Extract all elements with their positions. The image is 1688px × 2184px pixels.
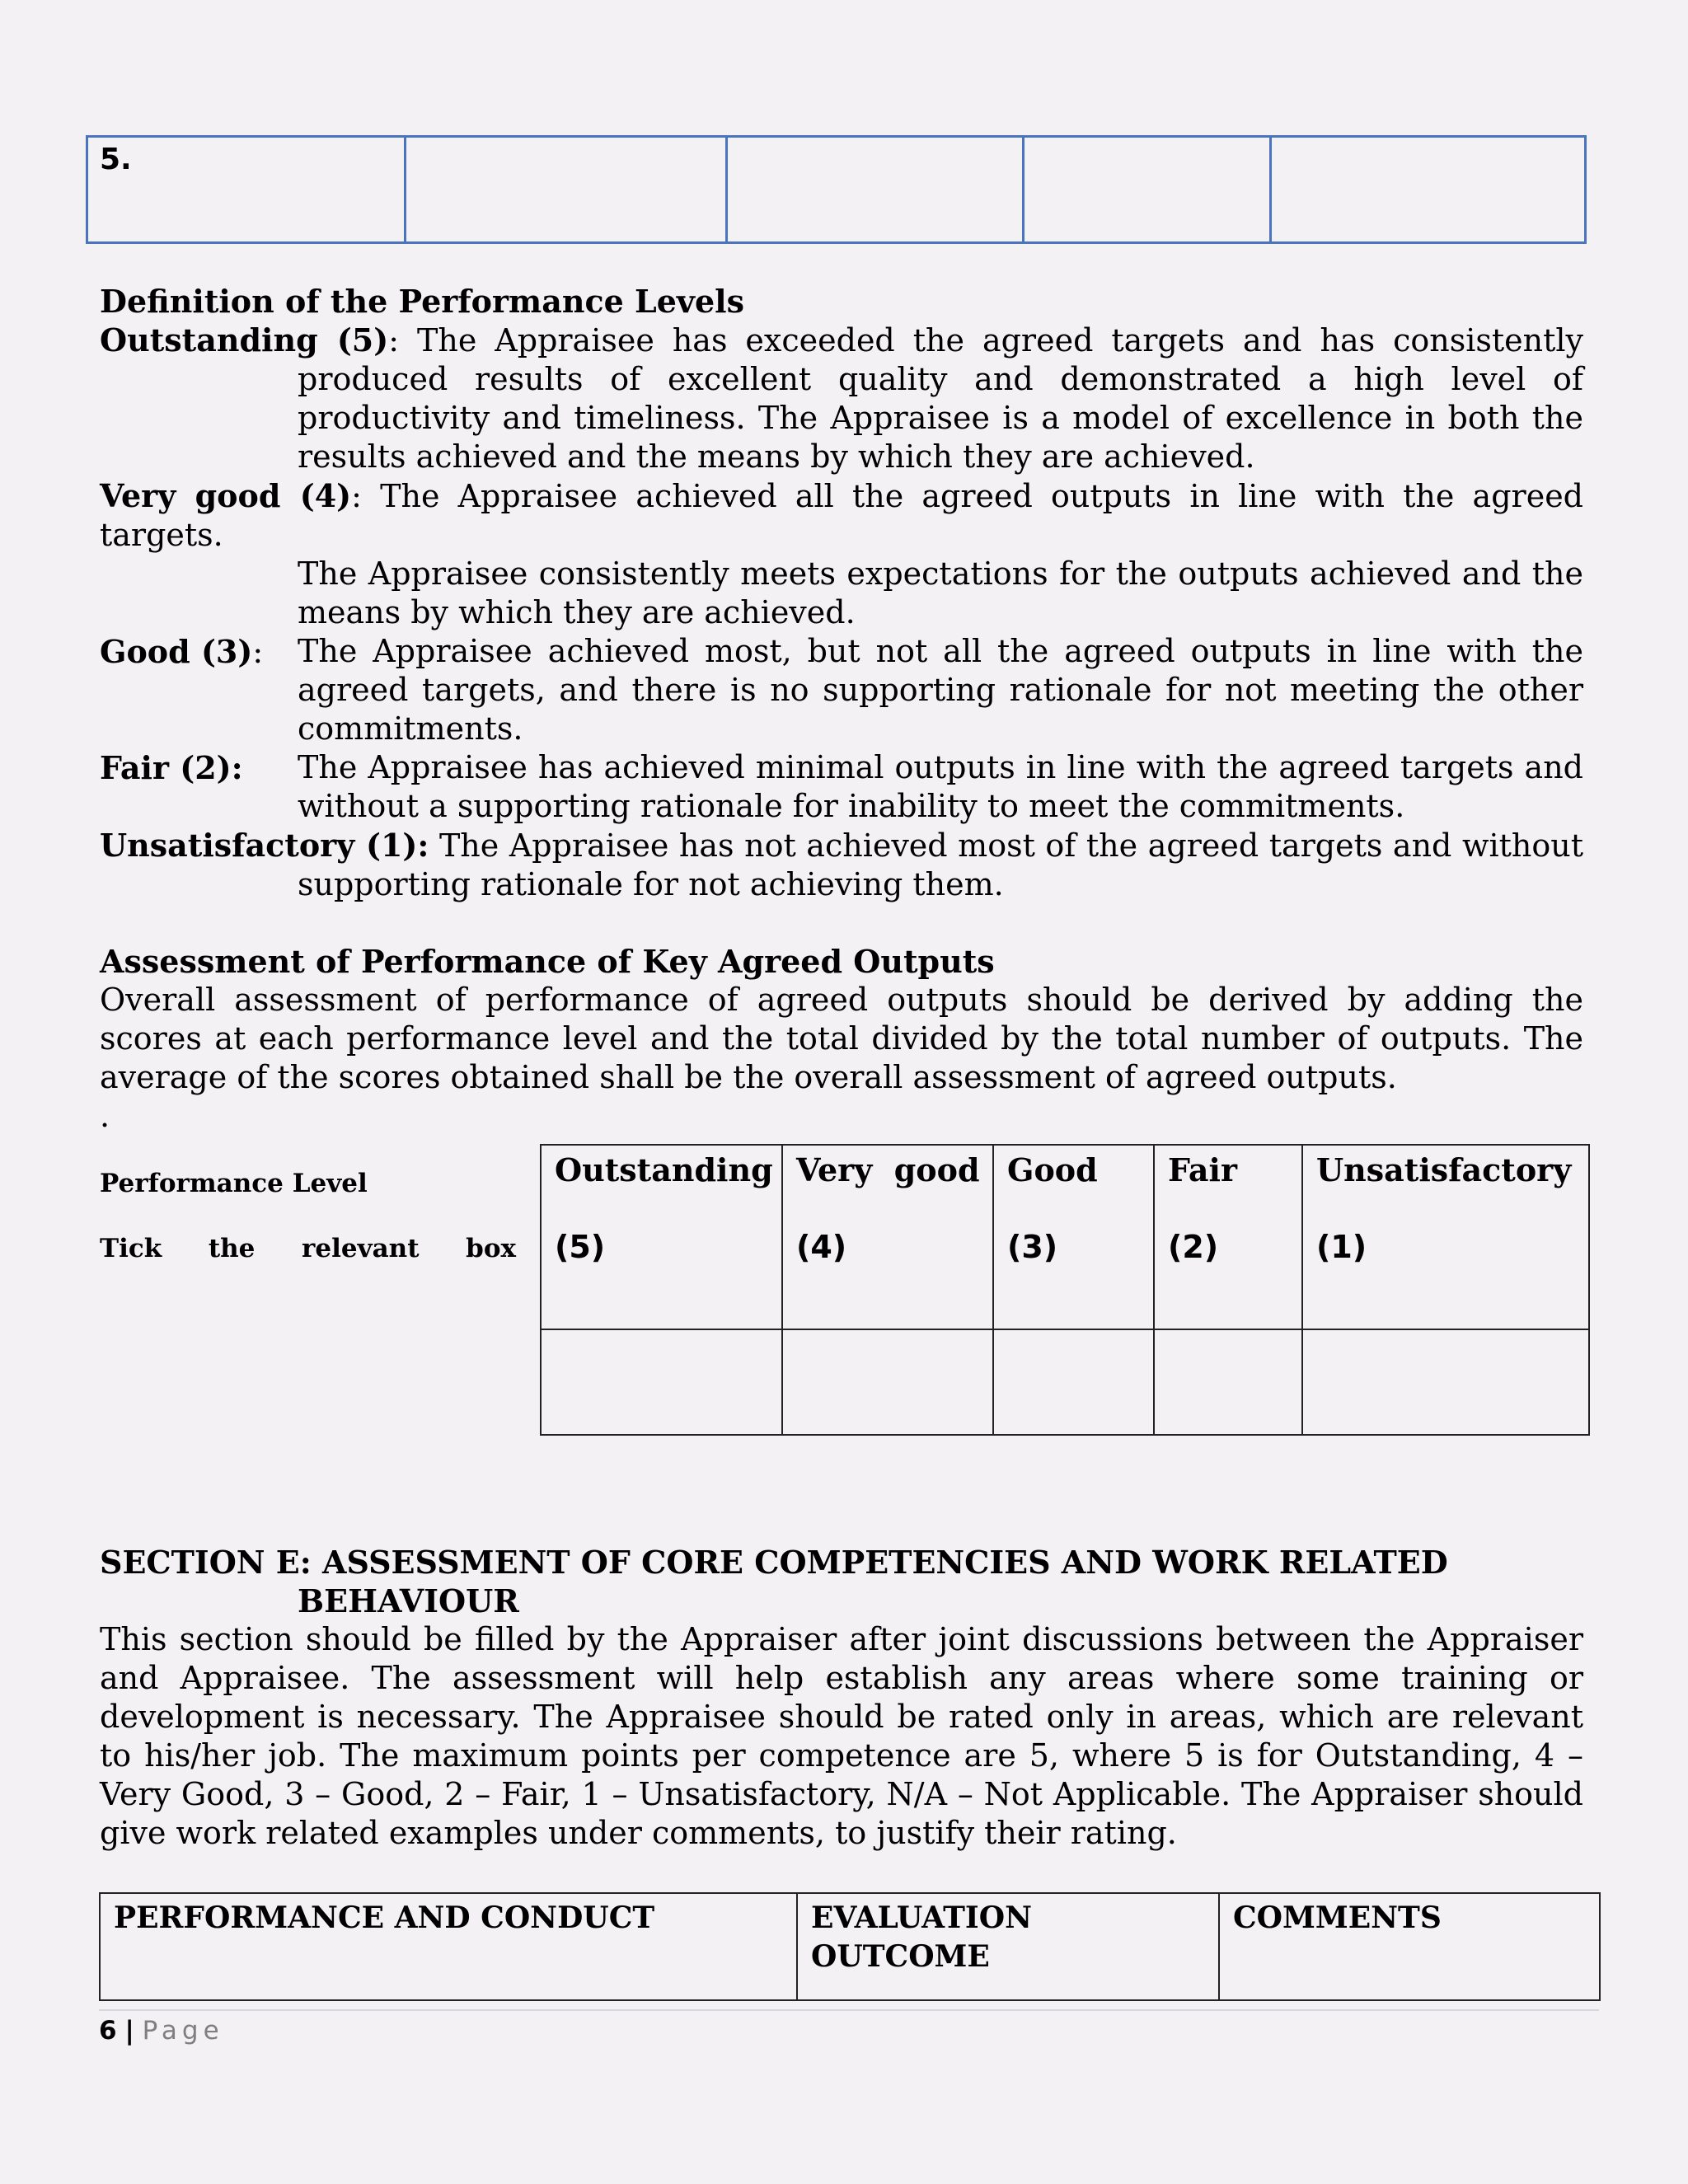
definition-continuation: produced results of excellent quality and demonstrated a high level of productivity and timeliness. The Appraisee is a model of excellence in both the results achieved and the means by which they are achieved.: [298, 361, 1583, 475]
definition-label: Unsatisfactory (1):: [100, 827, 429, 864]
assessment-body: Overall assessment of performance of agreed outputs should be derived by adding the scores at each performance level and the total divided by the total number of outputs. The average of the scores obtained shall be the overall assessment of agreed outputs.: [100, 982, 1583, 1095]
performance-level-label: Performance Level: [100, 1169, 368, 1198]
definition-text: The Appraisee has achieved minimal outputs in line with the agreed targets and without a supporting rationale for inability to meet the commitments.: [298, 749, 1583, 824]
definition-continuation: The Appraisee consistently meets expectations for the outputs achieved and the means by which they are achieved.: [298, 555, 1583, 630]
tick-box-good[interactable]: [993, 1329, 1154, 1435]
section-e-title: SECTION E: ASSESSMENT OF CORE COMPETENCIES AND WORK RELATED: [100, 1544, 1448, 1581]
row-number: 5.: [100, 143, 132, 176]
section-e: [100, 1543, 1583, 1853]
level-outstanding-header: Outstanding (5): [541, 1145, 782, 1329]
definition-good: Good (3): The Appraisee achieved most, but not all the agreed outputs in line with the agreed targets, and there is no supporting rationale for not meeting the other commitments.: [100, 633, 1583, 747]
footer-divider: [99, 2009, 1599, 2011]
performance-level-definitions: [100, 282, 1583, 904]
definition-label: Outstanding (5): [100, 321, 389, 359]
definition-outstanding: Outstanding (5): The Appraisee has exceeded the agreed targets and has consistently produced results of excellent quality and demonstrated a high level of productivity and timeliness. The Appraisee is a model of excellence in both the results achieved and the means by which they are achieved.: [100, 321, 1583, 475]
evaluation-outcome-header: EVALUATION OUTCOME: [797, 1893, 1219, 2000]
definition-continuation: supporting rationale for not achieving them.: [298, 866, 1004, 902]
definition-text: The Appraisee has not achieved most of the agreed targets and without: [429, 827, 1583, 864]
footer-separator: |: [124, 2016, 134, 2046]
performance-level-table: [540, 1144, 1590, 1436]
assessment-dot: .: [100, 1098, 110, 1134]
definition-fair: [100, 748, 1583, 826]
page-number: 6: [99, 2016, 117, 2046]
level-very-good-header: Very good (4): [782, 1145, 993, 1329]
definition-label: Fair (2):: [100, 749, 243, 786]
assessment-section: [100, 942, 1583, 1136]
empty-cell: [727, 137, 1024, 243]
section-e-body: This section should be filled by the Appraiser after joint discussions between the Appraiser and Appraisee. The assessment will help establish any areas where some training or development is necessary. The Appraisee should be rated only in areas, which are relevant to his/her job. The maximum points per competence are 5, where 5 is for Outstanding, 4 – Very Good, 3 – Good, 2 – Fair, 1 – Unsatisfactory, N/A – Not Applicable. The Appraiser should give work related examples under comments, to justify their rating.: [100, 1621, 1583, 1851]
tick-box-unsatisfactory[interactable]: [1302, 1329, 1589, 1435]
definitions-heading: Definition of the Performance Levels: [100, 283, 744, 320]
comments-header: COMMENTS: [1219, 1893, 1600, 2000]
definition-very-good: Very good (4): The Appraisee achieved all the agreed outputs in line with the agreed targets. The Appraisee consistently meets expectations for the outputs achieved and the means by which they are achieved.: [100, 477, 1584, 630]
performance-conduct-table: [99, 1892, 1601, 2001]
definition-text: The Appraisee achieved all the agreed outputs in line with the agreed targets.: [100, 478, 1584, 553]
definition-label: Good (3): [100, 633, 253, 670]
empty-cell: [1024, 137, 1271, 243]
assessment-heading: Assessment of Performance of Key Agreed Outputs: [100, 943, 995, 980]
empty-cell: [406, 137, 727, 243]
page-word: Page: [142, 2016, 224, 2046]
performance-conduct-header: PERFORMANCE AND CONDUCT: [100, 1893, 797, 2000]
definition-text: The Appraisee has exceeded the agreed targets and has consistently: [399, 322, 1583, 359]
empty-cell: [1271, 137, 1586, 243]
level-unsatisfactory-header: Unsatisfactory (1): [1302, 1145, 1589, 1329]
section-e-title-continued: BEHAVIOUR: [298, 1582, 519, 1619]
definition-label: Very good (4): [100, 477, 352, 514]
outputs-table-row: [86, 135, 1587, 244]
tick-instruction: Tick the relevant box: [100, 1234, 516, 1263]
definition-unsatisfactory: [100, 826, 1583, 904]
tick-box-fair[interactable]: [1154, 1329, 1302, 1435]
page-footer: [99, 2011, 224, 2050]
tick-box-outstanding[interactable]: [541, 1329, 782, 1435]
definition-text: The Appraisee achieved most, but not all the agreed outputs in line with the agreed targets, and there is no supporting rationale for not meeting the other commitments.: [298, 633, 1583, 747]
row-number-cell: [87, 137, 406, 243]
level-good-header: Good (3): [993, 1145, 1154, 1329]
level-fair-header: Fair (2): [1154, 1145, 1302, 1329]
tick-box-very-good[interactable]: [782, 1329, 993, 1435]
